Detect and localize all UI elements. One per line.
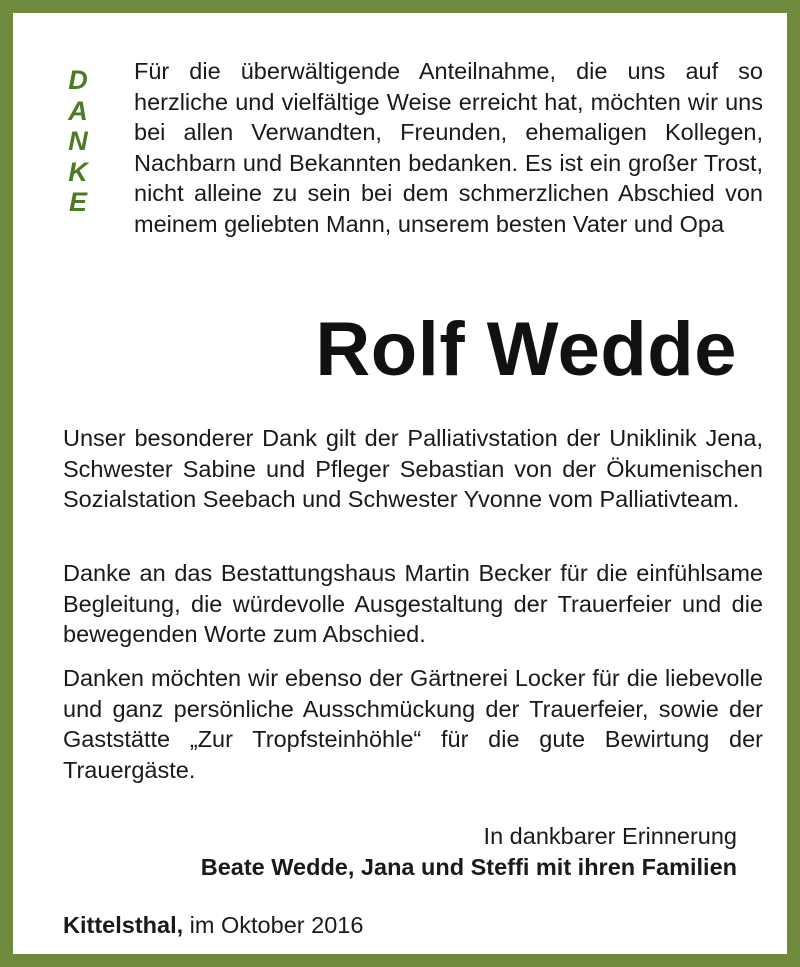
thanks-paragraph-2: Danke an das Bestattungshaus Martin Becker für die einfühlsame Begleitung, die würdevolle Ausgestaltung der Trauerfeier und die bewegenden Worte zum Abschied. [63,560,763,647]
danke-letter: A [68,95,88,126]
place-name: Kittelsthal, [63,912,184,938]
danke-letter: K [68,156,88,187]
danke-letter: E [68,187,87,217]
thanks-paragraph-1: Unser besonderer Dank gilt der Palliativstation der Uniklinik Jena, Schwester Sabine und Pfleger Sebastian von der Ökumenischen Sozialstation Seebach und Schwester Yvonne vom Palliativteam. [63,425,763,512]
date-text: im Oktober 2016 [189,912,364,938]
thanks-paragraph-3: Danken möchten wir ebenso der Gärtnerei Locker für die liebevolle und ganz persönliche Ausschmückung der Trauerfeier, sowie der Gaststätte „Zur Tropfsteinhöhle“ für die gute Bewirtung der Trauergäste. [63,665,763,783]
signatories: Beate Wedde, Jana und Steffi mit ihren Familien [200,854,737,880]
place-date-line [63,910,363,941]
intro-text: Für die überwältigende Anteilnahme, die uns auf so herzliche und vielfältige Weise erreicht hat, möchten wir uns bei allen Verwandten, Freunden, ehemaligen Kollegen, Nachbarn und Bekannten bedanken. Es ist ein großer Trost, nicht alleine zu sein bei dem schmerzlichen Abschied von meinem geliebten Mann, unserem besten Vater und Opa [134,58,763,237]
closing-line: In dankbarer Erinnerung [483,823,737,849]
danke-vertical-heading [63,65,93,218]
deceased-name: Rolf Wedde [315,307,737,392]
danke-letter: D [68,65,88,95]
danke-letter: N [68,126,88,156]
signature-block [201,821,737,883]
